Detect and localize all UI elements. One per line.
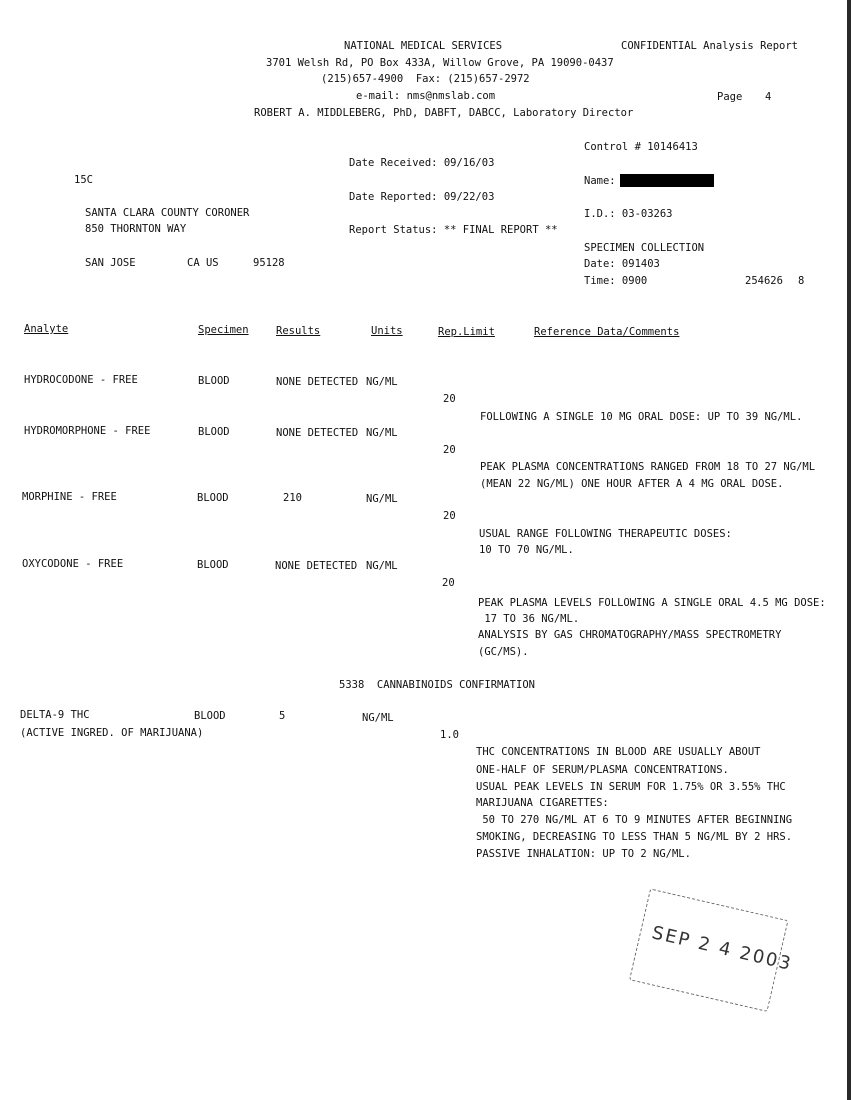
lab-name: NATIONAL MEDICAL SERVICES (344, 40, 503, 52)
reporting-limit: 20 (443, 510, 456, 522)
reference-comment: 17 TO 36 NG/ML. (478, 613, 580, 625)
reference-comment: ONE-HALF OF SERUM/PLASMA CONCENTRATIONS. (476, 764, 729, 776)
analyte-name: HYDROMORPHONE - FREE (24, 425, 151, 437)
reference-comment: 50 TO 270 NG/ML AT 6 TO 9 MINUTES AFTER BEGINNING (476, 814, 793, 826)
lab-phone-fax: (215)657-4900 Fax: (215)657-2972 (321, 73, 530, 85)
collection-time: Time: 0900 (584, 275, 648, 287)
report-status: Report Status: ** FINAL REPORT ** (349, 224, 558, 236)
reporting-limit: 20 (443, 393, 456, 405)
case-id: I.D.: 03-03263 (584, 208, 673, 220)
column-results: Results (276, 325, 321, 337)
column-reference: Reference Data/Comments (534, 326, 680, 338)
date-received: Date Received: 09/16/03 (349, 157, 495, 169)
received-stamp (616, 869, 801, 1030)
reporting-limit: 20 (442, 577, 455, 589)
result-value: 5 (279, 710, 286, 722)
agency-city: SAN JOSE (85, 257, 136, 269)
reference-comment: ANALYSIS BY GAS CHROMATOGRAPHY/MASS SPECTROMETRY (478, 629, 782, 641)
reference-comment: MARIJUANA CIGARETTES: (476, 797, 609, 809)
analyte-note: (ACTIVE INGRED. OF MARIJUANA) (20, 727, 204, 739)
result-units: NG/ML (366, 376, 398, 388)
reference-comment: PASSIVE INHALATION: UP TO 2 NG/ML. (476, 848, 691, 860)
agency-zip: 95128 (253, 257, 285, 269)
reporting-limit: 1.0 (440, 729, 459, 741)
agency-name: SANTA CLARA COUNTY CORONER (85, 207, 250, 219)
control-number: Control # 10146413 (584, 141, 698, 153)
lab-email: e-mail: nms@nmslab.com (356, 90, 496, 102)
result-value: 210 (283, 492, 302, 504)
stamp-date: SEP 2 4 2003 (649, 922, 795, 976)
date-reported: Date Reported: 09/22/03 (349, 191, 495, 203)
reference-comment: FOLLOWING A SINGLE 10 MG ORAL DOSE: UP TO 39 NG/ML. (480, 411, 803, 423)
collection-date: Date: 091403 (584, 258, 660, 270)
specimen-type: BLOOD (194, 710, 226, 722)
redacted-name-bar (620, 174, 714, 187)
column-specimen: Specimen (198, 324, 249, 336)
reference-suffix: 8 (798, 275, 805, 287)
result-value: NONE DETECTED (275, 560, 358, 572)
specimen-collection-label: SPECIMEN COLLECTION (584, 242, 705, 254)
lab-address: 3701 Welsh Rd, PO Box 433A, Willow Grove, PA 19090-0437 (266, 57, 614, 69)
confidential-label: CONFIDENTIAL Analysis Report (621, 40, 799, 52)
case-code: 15C (74, 174, 93, 186)
section-header: 5338 CANNABINOIDS CONFIRMATION (339, 679, 535, 691)
reference-comment: THC CONCENTRATIONS IN BLOOD ARE USUALLY ABOUT (476, 746, 761, 758)
agency-state-country: CA US (187, 257, 219, 269)
reference-comment: (MEAN 22 NG/ML) ONE HOUR AFTER A 4 MG ORAL DOSE. (480, 478, 784, 490)
column-analyte: Analyte (24, 323, 69, 335)
specimen-type: BLOOD (197, 492, 229, 504)
column-units: Units (371, 325, 403, 337)
result-value: NONE DETECTED (276, 427, 359, 439)
result-units: NG/ML (366, 493, 398, 505)
analyte-name: HYDROCODONE - FREE (24, 374, 138, 386)
result-units: NG/ML (362, 712, 394, 724)
name-label: Name: (584, 175, 616, 187)
reference-comment: USUAL RANGE FOLLOWING THERAPEUTIC DOSES: (479, 528, 732, 540)
reporting-limit: 20 (443, 444, 456, 456)
analyte-name: MORPHINE - FREE (22, 491, 117, 503)
reference-comment: SMOKING, DECREASING TO LESS THAN 5 NG/ML BY 2 HRS. (476, 831, 793, 843)
page-label: Page (717, 91, 743, 103)
reference-comment: USUAL PEAK LEVELS IN SERUM FOR 1.75% OR 3.55% THC (476, 781, 786, 793)
reference-number: 254626 (745, 275, 783, 287)
reference-comment: PEAK PLASMA CONCENTRATIONS RANGED FROM 18 TO 27 NG/ML (480, 461, 816, 473)
result-units: NG/ML (366, 427, 398, 439)
analyte-name: DELTA-9 THC (20, 709, 90, 721)
reference-comment: (GC/MS). (478, 646, 529, 658)
reference-comment: PEAK PLASMA LEVELS FOLLOWING A SINGLE ORAL 4.5 MG DOSE: (478, 597, 826, 609)
result-units: NG/ML (366, 560, 398, 572)
specimen-type: BLOOD (198, 375, 230, 387)
agency-street: 850 THORNTON WAY (85, 223, 187, 235)
column-rep-limit: Rep.Limit (438, 326, 495, 338)
scan-edge (847, 0, 851, 1100)
page-number: 4 (765, 91, 772, 103)
analyte-name: OXYCODONE - FREE (22, 558, 124, 570)
specimen-type: BLOOD (197, 559, 229, 571)
result-value: NONE DETECTED (276, 376, 359, 388)
lab-director: ROBERT A. MIDDLEBERG, PhD, DABFT, DABCC, Laboratory Director (254, 107, 634, 119)
specimen-type: BLOOD (198, 426, 230, 438)
reference-comment: 10 TO 70 NG/ML. (479, 544, 574, 556)
